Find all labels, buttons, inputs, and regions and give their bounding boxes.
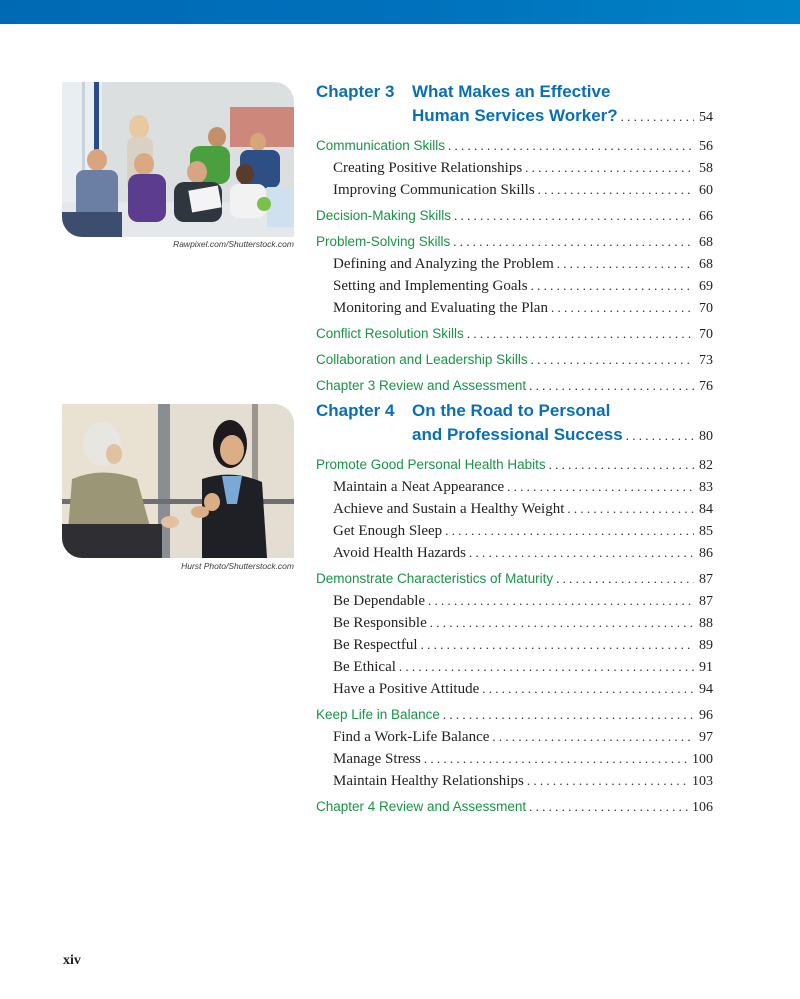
toc-chapter-3	[316, 80, 713, 397]
dot-leader	[529, 797, 689, 817]
toc-entry-subsection[interactable]	[316, 297, 713, 319]
page-number: 60	[699, 183, 713, 198]
page-number: 69	[699, 279, 713, 294]
toc-entry-section[interactable]	[316, 136, 713, 157]
dot-leader	[424, 748, 689, 769]
dot-leader	[531, 275, 694, 296]
page-number: 73	[699, 353, 713, 368]
toc-chapter-4	[316, 399, 713, 818]
toc-entry-subsection[interactable]	[316, 520, 713, 542]
entry-title: Setting and Implementing Goals	[333, 278, 528, 294]
entry-title: Be Responsible	[333, 615, 427, 631]
page-number: 94	[699, 682, 713, 697]
dot-leader	[525, 157, 694, 178]
dot-leader	[443, 705, 694, 725]
toc-entry-subsection[interactable]	[316, 678, 713, 700]
entry-title: Get Enough Sleep	[333, 523, 443, 539]
chapter-title-line2: Human Services Worker?	[412, 106, 618, 125]
entry-title: Collaboration and Leadership Skills	[316, 352, 528, 367]
dot-leader	[399, 656, 694, 677]
sign-language-conversation-photo	[62, 404, 294, 558]
chapter-heading[interactable]	[316, 80, 713, 130]
page-number: 97	[699, 730, 713, 745]
toc-entry-subsection[interactable]	[316, 612, 713, 634]
entry-title: Be Dependable	[333, 593, 426, 609]
dot-leader	[507, 476, 694, 497]
page-number: 66	[699, 209, 713, 224]
dot-leader	[445, 520, 694, 541]
page-number: 106	[692, 800, 713, 815]
dot-leader	[492, 726, 694, 747]
entry-title: Achieve and Sustain a Healthy Weight	[333, 501, 565, 517]
dot-leader	[421, 634, 694, 655]
page-number: 70	[699, 327, 713, 342]
entry-title: Conflict Resolution Skills	[316, 326, 464, 341]
entry-title: Be Ethical	[333, 659, 396, 675]
dot-leader	[453, 232, 694, 252]
page-number: 86	[699, 546, 713, 561]
toc-entry-subsection[interactable]	[316, 542, 713, 564]
entry-title: Have a Positive Attitude	[333, 681, 480, 697]
toc-entry-section[interactable]	[316, 324, 713, 345]
entry-title: Creating Positive Relationships	[333, 160, 523, 176]
toc-entry-subsection[interactable]	[316, 253, 713, 275]
entry-title: Defining and Analyzing the Problem	[333, 256, 554, 272]
entry-title: Keep Life in Balance	[316, 707, 440, 722]
entry-title: Decision-Making Skills	[316, 208, 452, 223]
toc-entry-subsection[interactable]	[316, 748, 713, 770]
page-number: 85	[699, 524, 713, 539]
page-number: 103	[692, 774, 713, 789]
page-number: 54	[699, 110, 713, 125]
toc-entry-section[interactable]	[316, 455, 713, 476]
page-number: 83	[699, 480, 713, 495]
toc-entry-subsection[interactable]	[316, 179, 713, 201]
dot-leader	[428, 590, 694, 611]
toc-entry-subsection[interactable]	[316, 476, 713, 498]
toc-entry-section[interactable]	[316, 376, 713, 397]
dot-leader	[531, 350, 694, 370]
dot-leader	[529, 376, 694, 396]
toc-entry-subsection[interactable]	[316, 498, 713, 520]
entry-title: Demonstrate Characteristics of Maturity	[316, 571, 554, 586]
dot-leader	[469, 542, 694, 563]
toc-entry-section[interactable]	[316, 232, 713, 253]
entry-title: Find a Work-Life Balance	[333, 729, 490, 745]
entry-title: Maintain Healthy Relationships	[333, 773, 524, 789]
toc-entry-section[interactable]	[316, 350, 713, 371]
team-meeting-photo	[62, 82, 294, 237]
page-number: 84	[699, 502, 713, 517]
page-number: 82	[699, 458, 713, 473]
toc-entry-subsection[interactable]	[316, 770, 713, 792]
photo-credit: Rawpixel.com/Shutterstock.com	[173, 239, 294, 249]
dot-leader	[448, 136, 694, 156]
toc-entry-section[interactable]	[316, 797, 713, 818]
page-number: 87	[699, 572, 713, 587]
entry-title: Promote Good Personal Health Habits	[316, 457, 546, 472]
entry-title: Improving Communication Skills	[333, 182, 535, 198]
toc-entry-subsection[interactable]	[316, 726, 713, 748]
chapter-heading[interactable]	[316, 399, 713, 449]
entry-title: Be Respectful	[333, 637, 418, 653]
entry-title: Communication Skills	[316, 138, 446, 153]
toc-entry-subsection[interactable]	[316, 275, 713, 297]
conversation-illustration	[62, 404, 294, 558]
toc-entry-section[interactable]	[316, 569, 713, 590]
page-number: 68	[699, 257, 713, 272]
page-number-footer: xiv	[63, 953, 81, 968]
page-number: 89	[699, 638, 713, 653]
entry-title: Maintain a Neat Appearance	[333, 479, 505, 495]
entry-title: Problem-Solving Skills	[316, 234, 451, 249]
page-number: 56	[699, 139, 713, 154]
dot-leader	[549, 455, 694, 475]
entry-title: Avoid Health Hazards	[333, 545, 467, 561]
dot-leader	[551, 297, 694, 318]
dot-leader	[567, 498, 694, 519]
dot-leader	[538, 179, 694, 200]
header-color-band	[0, 0, 800, 24]
dot-leader	[557, 253, 694, 274]
chapter-label: Chapter 4	[316, 401, 395, 420]
page-number: 96	[699, 708, 713, 723]
page-number: 80	[699, 429, 713, 444]
photo-credit: Hurst Photo/Shutterstock.com	[181, 561, 294, 571]
page-number: 70	[699, 301, 713, 316]
chapter-title-line1: On the Road to Personal	[412, 401, 611, 420]
dot-leader	[621, 105, 694, 129]
entry-title: Monitoring and Evaluating the Plan	[333, 300, 548, 316]
toc-entry-subsection[interactable]	[316, 634, 713, 656]
page-number: 88	[699, 616, 713, 631]
toc-entry-subsection[interactable]	[316, 157, 713, 179]
dot-leader	[430, 612, 694, 633]
chapter-title-line1: What Makes an Effective	[412, 82, 611, 101]
page-number: 68	[699, 235, 713, 250]
dot-leader	[556, 569, 694, 589]
toc-entry-subsection[interactable]	[316, 590, 713, 612]
chapter-label: Chapter 3	[316, 82, 395, 101]
dot-leader	[527, 770, 689, 791]
dot-leader	[626, 424, 694, 448]
toc-entry-section[interactable]	[316, 206, 713, 227]
entry-title: Chapter 4 Review and Assessment	[316, 799, 527, 814]
chapter-title-line2: and Professional Success	[412, 425, 623, 444]
dot-leader	[467, 324, 694, 344]
dot-leader	[482, 678, 694, 699]
page-number: 100	[692, 752, 713, 767]
page-number: 58	[699, 161, 713, 176]
page-number: 87	[699, 594, 713, 609]
toc-entry-section[interactable]	[316, 705, 713, 726]
page-number: 76	[699, 379, 713, 394]
toc-entry-subsection[interactable]	[316, 656, 713, 678]
team-meeting-illustration	[62, 82, 294, 237]
page-number: 91	[699, 660, 713, 675]
entry-title: Manage Stress	[333, 751, 421, 767]
entry-title: Chapter 3 Review and Assessment	[316, 378, 527, 393]
dot-leader	[454, 206, 694, 226]
